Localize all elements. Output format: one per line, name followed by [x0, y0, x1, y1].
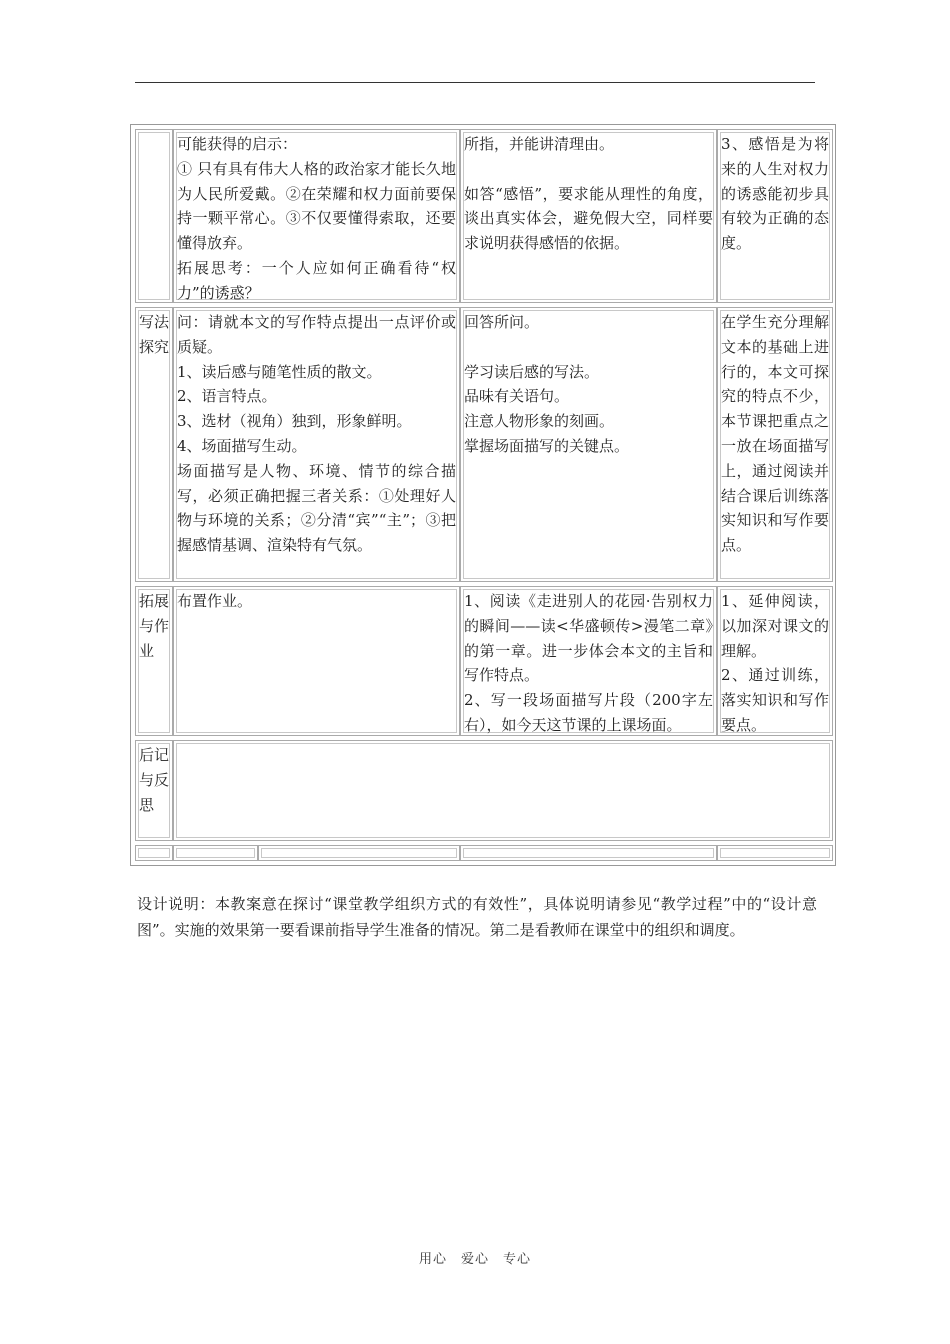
row1-content-cell: [173, 129, 460, 303]
design-note: 设计说明：本教案意在探讨“课堂教学组织方式的有效性”，具体说明请参见“教学过程”中的“设计意图”。实施的效果第一要看课前指导学生准备的情况。第二是看教师在课堂中的组织和调度。: [137, 895, 817, 939]
lesson-plan-table: [130, 124, 836, 866]
row3-intent-cell: [717, 586, 833, 736]
row4-content-cell: [173, 740, 833, 841]
empty-cell: [460, 845, 717, 861]
row1-intent-cell: [717, 129, 833, 303]
row2-content-line: 1、读后感与随笔性质的散文。: [177, 362, 382, 381]
header-rule: [135, 82, 815, 83]
row2-student-line: 学习读后感的写法。: [464, 362, 600, 381]
row2-intent-line: 在学生充分理解文本的基础上进行的，本文可探究的特点不少，本节课把重点之一放在场面描写上，通过阅读并结合课后训练落实知识和写作要点。: [721, 313, 829, 555]
row3-intent-line: 2、通过训练，落实知识和写作要点。: [721, 666, 829, 734]
row2-content-line: 2、语言特点。: [177, 387, 277, 406]
row3-student-line: 2、写一段场面描写片段（200字左右），如今天这节课的上课场面。: [464, 691, 713, 734]
row3-label-cell: [135, 586, 173, 736]
row2-student-line: 注意人物形象的刻画。: [464, 412, 615, 431]
row3-label: 拓展与作业: [139, 592, 170, 660]
row3-content-line: 布置作业。: [177, 592, 253, 610]
empty-cell: [135, 845, 173, 861]
row1-label-cell: [135, 129, 173, 303]
row2-student-line: 掌握场面描写的关键点。: [464, 436, 630, 455]
row4-label: 后记与反思: [139, 746, 170, 814]
empty-cell: [717, 845, 833, 861]
row2-content-line: 场面描写是人物、环境、情节的综合描写，必须正确把握三者关系：①处理好人物与环境的关系；②分清“宾”“主”；③把握感情基调、渲染特有气氛。: [177, 461, 456, 555]
row2-student-line: 回答所问。: [464, 313, 540, 331]
row2-intent-cell: [717, 307, 833, 582]
row3-student-line: 1、阅读《走进别人的花园·告别权力的瞬间——读<华盛顿传>漫笔二章》的第一章。进一步体会本文的主旨和写作特点。: [464, 592, 713, 685]
row2-content-line: 4、场面描写生动。: [177, 436, 307, 455]
row1-student-line: 所指，并能讲清理由。: [464, 135, 615, 153]
empty-cell: [173, 845, 258, 861]
row1-content-line: ① 只有具有伟大人格的政治家才能长久地为人民所爱戴。②在荣耀和权力面前要保持一颗平常心。③不仅要懂得索取，还要懂得放弃。: [177, 159, 456, 253]
row1-content-line: 拓展思考：一个人应如何正确看待“权力”的诱惑？: [177, 258, 456, 302]
row2-label-cell: [135, 307, 173, 582]
row3-student-cell: [460, 586, 717, 736]
row1-student-line: 如答“感悟”，要求能从理性的角度，谈出真实体会，避免假大空，同样要求说明获得感悟的依据。: [464, 184, 713, 253]
row3-content-cell: [173, 586, 460, 736]
empty-cell: [258, 845, 460, 861]
row2-content-line: 3、选材（视角）独到，形象鲜明。: [177, 412, 412, 431]
page-footer: 用心 爱心 专心: [418, 1252, 531, 1267]
row1-content-line: 可能获得的启示：: [177, 135, 298, 153]
row1-intent-line: 3、感悟是为将来的人生对权力的诱惑能初步具有较为正确的态度。: [721, 135, 829, 253]
row2-content-cell: [173, 307, 460, 582]
row2-content-line: 问：请就本文的写作特点提出一点评价或质疑。: [177, 313, 456, 356]
row2-student-line: 品味有关语句。: [464, 387, 570, 406]
row2-label: 写法探究: [139, 313, 170, 356]
row3-intent-line: 1、延伸阅读，以加深对课文的理解。: [721, 592, 829, 660]
row4-label-cell: [135, 740, 173, 841]
row2-student-cell: [460, 307, 717, 582]
row1-student-cell: [460, 129, 717, 303]
